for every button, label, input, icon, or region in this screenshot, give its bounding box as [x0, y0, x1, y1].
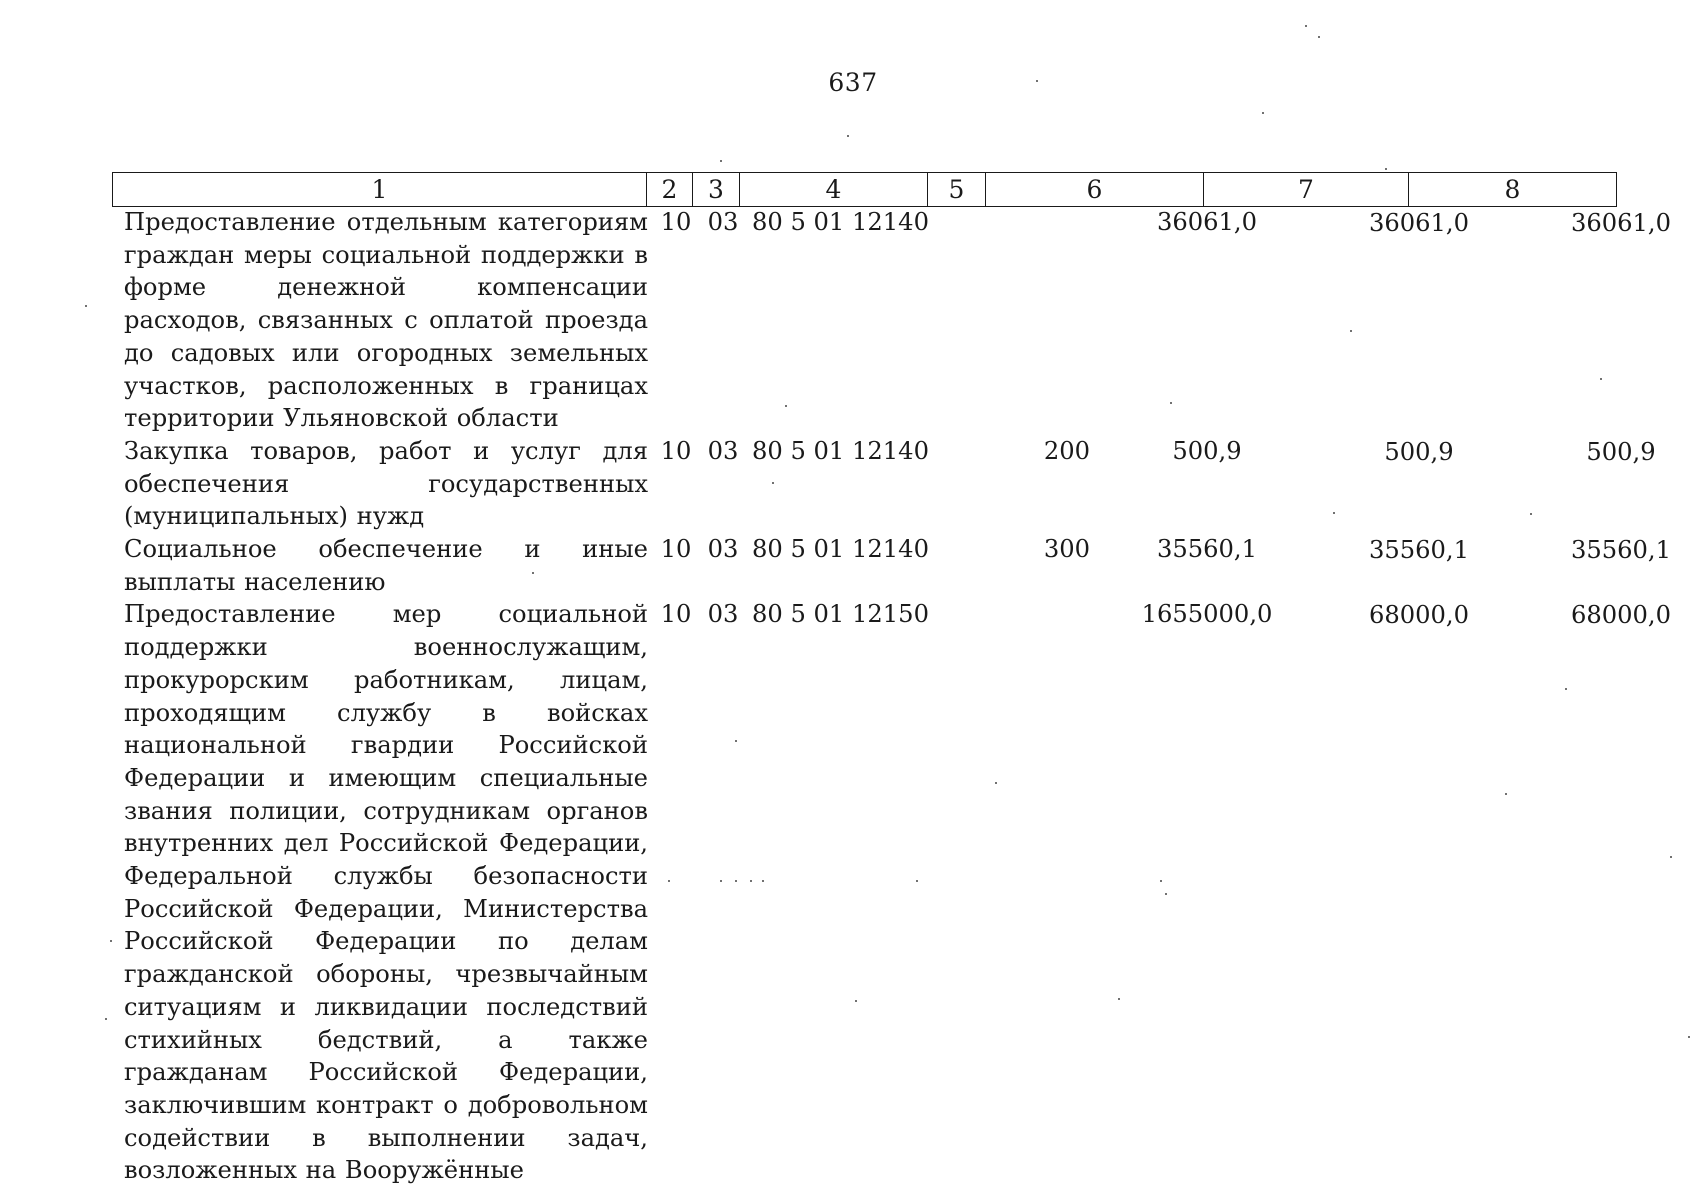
scan-speck	[735, 740, 737, 742]
scan-speck	[1688, 1036, 1690, 1038]
scan-speck	[1385, 168, 1387, 170]
row-subsection: 03	[707, 208, 739, 236]
row-section: 10	[660, 535, 692, 564]
row-target-code: 80 5 01 12140	[752, 535, 929, 564]
row-description: Предоставление мер социальной поддержки военнослужащим, прокурорским работникам, лицам, проходящим службу в войсках национальной гвардии Российской Федерации и имеющим специальные звания полиции, сотрудникам органов внутренних дел Российской Федерации, Федеральной службы безопасности Российской Федерации, Министерства Российской Федерации по делам гражданской обороны, чрезвычайным ситуациям и ликвидации последствий стихийных бедствий, а также гражданам Российской Федерации, заключившим контракт о добровольном содействии в выполнении задач, возложенных на Вооружённые	[124, 600, 648, 1185]
row-expense-type: 200	[1043, 436, 1091, 465]
scan-speck	[110, 940, 112, 942]
row-target-code: 80 5 01 12140	[752, 436, 929, 465]
header-col-5: 5	[928, 173, 986, 207]
row-amount-2: 500,9	[1384, 437, 1454, 466]
scan-speck	[785, 405, 787, 407]
scan-speck	[1318, 36, 1320, 38]
scan-speck	[1350, 330, 1352, 332]
table-body	[112, 206, 1672, 1187]
table-row	[112, 206, 1672, 435]
row-amount-1: 1655000,0	[1141, 600, 1273, 629]
scan-speck	[720, 880, 722, 882]
row-amount-3: 500,9	[1586, 437, 1656, 466]
row-subsection: 03	[707, 600, 739, 629]
scan-speck	[720, 160, 722, 162]
scan-speck	[1600, 378, 1602, 380]
scan-speck	[762, 880, 764, 882]
scan-speck	[1670, 856, 1672, 858]
scan-speck	[1170, 402, 1172, 404]
scan-speck	[995, 782, 997, 784]
scan-speck	[1036, 80, 1038, 82]
row-amount-1: 36061,0	[1156, 208, 1258, 236]
header-col-8: 8	[1409, 173, 1617, 207]
scan-speck	[105, 1018, 107, 1020]
header-col-3: 3	[693, 173, 740, 207]
row-target-code: 80 5 01 12140	[752, 208, 929, 236]
row-amount-1: 500,9	[1172, 436, 1242, 465]
scan-speck	[1505, 793, 1507, 795]
header-col-2: 2	[647, 173, 693, 207]
table-row	[112, 435, 1656, 533]
row-subsection: 03	[707, 535, 739, 564]
scan-speck	[1118, 998, 1120, 1000]
scan-speck	[772, 482, 774, 484]
scan-speck	[1565, 688, 1567, 690]
table-row	[112, 598, 1672, 1187]
row-amount-2: 36061,0	[1368, 209, 1470, 237]
row-section: 10	[660, 208, 692, 236]
scan-speck	[1262, 112, 1264, 114]
scan-speck	[1165, 893, 1167, 895]
row-section: 10	[660, 436, 692, 465]
scan-speck	[735, 880, 737, 882]
header-col-4: 4	[740, 173, 928, 207]
row-amount-1: 35560,1	[1156, 535, 1258, 564]
header-col-7: 7	[1204, 173, 1409, 207]
row-expense-type: 300	[1043, 535, 1091, 564]
scan-speck	[668, 880, 670, 882]
scan-speck	[1530, 513, 1532, 515]
header-col-1: 1	[113, 173, 647, 207]
row-amount-3: 36061,0	[1570, 209, 1672, 237]
scan-speck	[855, 1000, 857, 1002]
scan-speck	[532, 572, 534, 574]
row-amount-3: 35560,1	[1570, 536, 1672, 565]
header-col-6: 6	[986, 173, 1204, 207]
row-amount-3: 68000,0	[1570, 601, 1672, 630]
row-section: 10	[660, 600, 692, 629]
row-description: Закупка товаров, работ и услуг для обеспечения государственных (муниципальных) нужд	[124, 436, 648, 531]
scan-speck	[750, 880, 752, 882]
scan-speck	[916, 880, 918, 882]
scan-speck	[1305, 25, 1307, 27]
scan-speck	[1333, 512, 1335, 514]
row-description: Предоставление отдельным категориям граждан меры социальной поддержки в форме денежной компенсации расходов, связанных с оплатой проезда до садовых или огородных земельных участков, расположенных в границах территории Ульяновской области	[124, 208, 648, 433]
column-number-header	[112, 172, 1617, 207]
scan-speck	[85, 305, 87, 307]
page-number: 637	[828, 68, 878, 97]
scan-speck	[847, 135, 849, 137]
row-target-code: 80 5 01 12150	[752, 600, 929, 629]
row-amount-2: 35560,1	[1368, 536, 1470, 565]
scan-speck	[1160, 880, 1162, 882]
table-row	[112, 533, 1672, 598]
row-amount-2: 68000,0	[1368, 601, 1470, 630]
row-subsection: 03	[707, 436, 739, 465]
row-description: Социальное обеспечение и иные выплаты населению	[124, 535, 648, 596]
